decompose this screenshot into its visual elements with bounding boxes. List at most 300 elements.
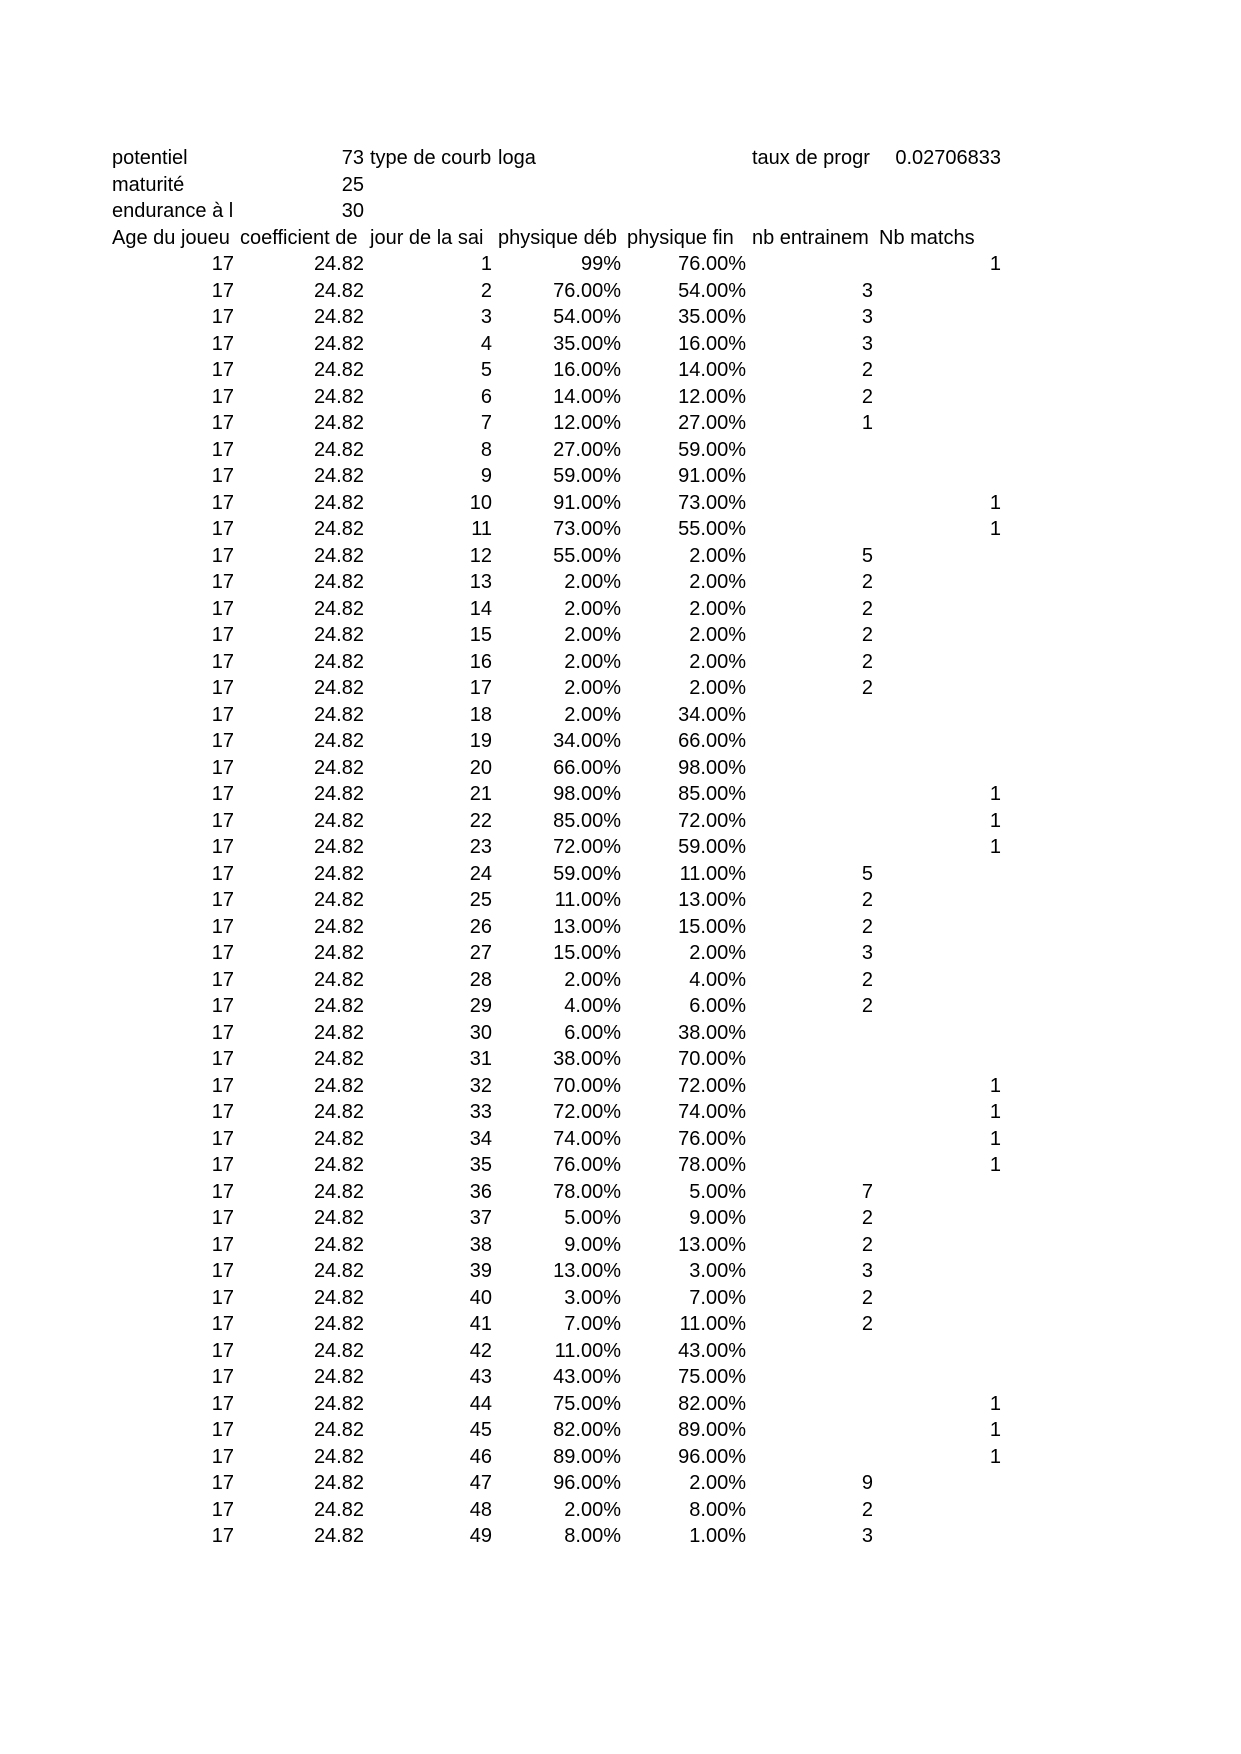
cell-physique-fin: 59.00% xyxy=(678,836,746,858)
cell-physique-fin: 98.00% xyxy=(678,756,746,779)
cell-age: 17 xyxy=(211,544,234,567)
table-row xyxy=(110,410,1005,437)
cell-physique-fin: 73.00% xyxy=(678,491,746,514)
cell-physique-debut: 85.00% xyxy=(553,809,621,832)
cell-coefficient: 24.82 xyxy=(313,412,364,434)
cell-coefficient: 24.82 xyxy=(313,1260,364,1282)
cell-nb-entrainements xyxy=(750,1152,877,1179)
table-row xyxy=(110,1470,1005,1497)
cell-physique-debut: 89.00% xyxy=(553,1445,621,1468)
cell-nb-entrainements: 2 xyxy=(861,359,873,381)
cell-physique-fin: 78.00% xyxy=(678,1154,746,1176)
cell-age: 17 xyxy=(211,889,234,911)
empty-cell xyxy=(625,145,750,172)
cell-age: 17 xyxy=(211,1339,234,1362)
cell-nb-matchs xyxy=(877,702,1005,729)
param-value-endurance: 30 xyxy=(341,200,364,222)
cell-nb-matchs xyxy=(877,304,1005,331)
cell-age: 17 xyxy=(211,1074,234,1097)
cell-jour: 1 xyxy=(480,253,492,275)
param-row-endurance xyxy=(110,198,1005,225)
cell-age: 17 xyxy=(211,1525,234,1547)
cell-nb-matchs xyxy=(877,278,1005,305)
cell-jour: 40 xyxy=(469,1286,492,1309)
cell-nb-entrainements xyxy=(750,755,877,782)
cell-nb-entrainements: 7 xyxy=(861,1180,873,1203)
cell-physique-fin: 13.00% xyxy=(678,1233,746,1256)
cell-nb-entrainements: 2 xyxy=(861,385,873,408)
cell-coefficient: 24.82 xyxy=(313,1366,364,1388)
cell-nb-matchs xyxy=(877,914,1005,941)
cell-nb-matchs xyxy=(877,728,1005,755)
cell-jour: 46 xyxy=(469,1445,492,1468)
cell-nb-matchs: 1 xyxy=(989,1127,1001,1150)
cell-age: 17 xyxy=(211,1313,234,1335)
table-row xyxy=(110,516,1005,543)
cell-age: 17 xyxy=(211,1233,234,1256)
cell-physique-fin: 5.00% xyxy=(689,1180,746,1203)
cell-nb-entrainements: 2 xyxy=(861,915,873,938)
cell-coefficient: 24.82 xyxy=(313,359,364,381)
cell-age: 17 xyxy=(211,783,234,805)
cell-age: 17 xyxy=(211,597,234,620)
cell-jour: 15 xyxy=(469,624,492,646)
cell-jour: 32 xyxy=(469,1074,492,1097)
cell-physique-debut: 12.00% xyxy=(553,412,621,434)
cell-jour: 47 xyxy=(469,1472,492,1494)
cell-physique-fin: 11.00% xyxy=(679,1313,746,1335)
table-row xyxy=(110,1258,1005,1285)
cell-physique-fin: 38.00% xyxy=(678,1021,746,1044)
param-label-type-de-courbe: type de courb xyxy=(370,147,492,169)
cell-physique-fin: 89.00% xyxy=(678,1419,746,1441)
cell-physique-debut: 55.00% xyxy=(553,544,621,567)
table-row xyxy=(110,967,1005,994)
cell-coefficient: 24.82 xyxy=(313,942,364,964)
cell-physique-debut: 9.00% xyxy=(564,1233,621,1256)
table-row xyxy=(110,940,1005,967)
cell-jour: 22 xyxy=(469,809,492,832)
cell-physique-debut: 2.00% xyxy=(564,597,621,620)
cell-age: 17 xyxy=(211,1048,234,1070)
table-row xyxy=(110,1523,1005,1550)
cell-jour: 9 xyxy=(480,465,492,487)
table-row xyxy=(110,887,1005,914)
cell-physique-debut: 2.00% xyxy=(564,571,621,593)
cell-coefficient: 24.82 xyxy=(313,1127,364,1150)
cell-nb-matchs xyxy=(877,1470,1005,1497)
cell-nb-matchs xyxy=(877,1258,1005,1285)
cell-nb-matchs: 1 xyxy=(989,1419,1001,1441)
table-row xyxy=(110,808,1005,835)
cell-jour: 38 xyxy=(469,1233,492,1256)
cell-coefficient: 24.82 xyxy=(313,1419,364,1441)
table-row xyxy=(110,834,1005,861)
table-row xyxy=(110,1338,1005,1365)
cell-age: 17 xyxy=(211,756,234,779)
cell-nb-entrainements xyxy=(750,463,877,490)
cell-nb-entrainements: 3 xyxy=(861,279,873,302)
param-label-potentiel: potentiel xyxy=(112,147,188,169)
cell-nb-matchs xyxy=(877,463,1005,490)
cell-coefficient: 24.82 xyxy=(313,783,364,805)
cell-jour: 10 xyxy=(469,491,492,514)
table-row xyxy=(110,1073,1005,1100)
cell-physique-debut: 3.00% xyxy=(564,1286,621,1309)
cell-physique-debut: 11.00% xyxy=(554,1339,621,1362)
cell-jour: 39 xyxy=(469,1260,492,1282)
cell-nb-entrainements xyxy=(750,1046,877,1073)
cell-coefficient: 24.82 xyxy=(313,1021,364,1044)
table-row xyxy=(110,1126,1005,1153)
cell-jour: 44 xyxy=(469,1392,492,1415)
cell-nb-matchs: 1 xyxy=(989,783,1001,805)
cell-jour: 27 xyxy=(469,942,492,964)
table-row xyxy=(110,331,1005,358)
table-row xyxy=(110,1020,1005,1047)
cell-physique-debut: 91.00% xyxy=(553,491,621,514)
cell-jour: 26 xyxy=(469,915,492,938)
cell-physique-fin: 2.00% xyxy=(689,677,746,699)
cell-coefficient: 24.82 xyxy=(313,544,364,567)
cell-jour: 13 xyxy=(469,571,492,593)
cell-coefficient: 24.82 xyxy=(313,306,364,328)
cell-age: 17 xyxy=(211,1101,234,1123)
cell-physique-debut: 13.00% xyxy=(553,1260,621,1282)
cell-physique-debut: 76.00% xyxy=(553,279,621,302)
cell-nb-entrainements xyxy=(750,1338,877,1365)
cell-age: 17 xyxy=(211,518,234,540)
cell-jour: 37 xyxy=(469,1207,492,1229)
cell-coefficient: 24.82 xyxy=(313,1525,364,1547)
cell-physique-fin: 76.00% xyxy=(678,253,746,275)
cell-nb-entrainements xyxy=(750,1444,877,1471)
cell-jour: 41 xyxy=(469,1313,492,1335)
table-row xyxy=(110,1046,1005,1073)
cell-nb-entrainements: 2 xyxy=(861,571,873,593)
cell-physique-fin: 3.00% xyxy=(689,1260,746,1282)
cell-nb-matchs: 1 xyxy=(989,809,1001,832)
param-row-potentiel xyxy=(110,145,1005,172)
cell-nb-matchs xyxy=(877,622,1005,649)
cell-physique-fin: 9.00% xyxy=(689,1207,746,1229)
cell-physique-fin: 76.00% xyxy=(678,1127,746,1150)
cell-physique-fin: 74.00% xyxy=(678,1101,746,1123)
table-row xyxy=(110,543,1005,570)
cell-nb-matchs xyxy=(877,596,1005,623)
cell-nb-entrainements xyxy=(750,437,877,464)
cell-physique-fin: 34.00% xyxy=(678,703,746,726)
cell-physique-debut: 16.00% xyxy=(553,359,621,381)
cell-nb-entrainements: 3 xyxy=(861,306,873,328)
cell-nb-entrainements xyxy=(750,808,877,835)
cell-jour: 16 xyxy=(469,650,492,673)
cell-coefficient: 24.82 xyxy=(313,968,364,991)
cell-nb-matchs xyxy=(877,940,1005,967)
cell-physique-fin: 15.00% xyxy=(678,915,746,938)
cell-coefficient: 24.82 xyxy=(313,385,364,408)
cell-age: 17 xyxy=(211,306,234,328)
cell-coefficient: 24.82 xyxy=(313,1445,364,1468)
cell-physique-debut: 14.00% xyxy=(553,385,621,408)
column-header-coefficient: coefficient de xyxy=(240,226,358,249)
cell-age: 17 xyxy=(211,1366,234,1388)
cell-jour: 17 xyxy=(469,677,492,699)
cell-nb-matchs xyxy=(877,331,1005,358)
cell-physique-debut: 54.00% xyxy=(553,306,621,328)
cell-age: 17 xyxy=(211,1180,234,1203)
cell-physique-debut: 2.00% xyxy=(564,650,621,673)
cell-physique-debut: 34.00% xyxy=(553,730,621,752)
table-row xyxy=(110,1232,1005,1259)
cell-physique-fin: 8.00% xyxy=(689,1498,746,1521)
cell-physique-debut: 72.00% xyxy=(553,1101,621,1123)
cell-physique-debut: 2.00% xyxy=(564,677,621,699)
table-row xyxy=(110,596,1005,623)
table-body xyxy=(110,251,1005,1550)
cell-jour: 12 xyxy=(469,544,492,567)
table-row xyxy=(110,1152,1005,1179)
cell-coefficient: 24.82 xyxy=(313,571,364,593)
cell-physique-debut: 59.00% xyxy=(553,862,621,885)
cell-nb-entrainements xyxy=(750,1020,877,1047)
cell-physique-fin: 2.00% xyxy=(689,544,746,567)
cell-nb-matchs xyxy=(877,1205,1005,1232)
cell-jour: 36 xyxy=(469,1180,492,1203)
cell-nb-entrainements: 3 xyxy=(861,1260,873,1282)
cell-physique-debut: 76.00% xyxy=(553,1154,621,1176)
table-row xyxy=(110,1444,1005,1471)
cell-coefficient: 24.82 xyxy=(313,889,364,911)
table-row xyxy=(110,993,1005,1020)
cell-physique-fin: 54.00% xyxy=(678,279,746,302)
cell-coefficient: 24.82 xyxy=(313,1180,364,1203)
cell-nb-matchs xyxy=(877,1179,1005,1206)
table-row xyxy=(110,1497,1005,1524)
cell-physique-fin: 72.00% xyxy=(678,1074,746,1097)
cell-coefficient: 24.82 xyxy=(313,465,364,487)
cell-physique-debut: 72.00% xyxy=(553,836,621,858)
cell-physique-debut: 2.00% xyxy=(564,703,621,726)
param-label-maturite: maturité xyxy=(112,173,185,196)
cell-nb-entrainements: 2 xyxy=(861,968,873,991)
cell-age: 17 xyxy=(211,1127,234,1150)
cell-age: 17 xyxy=(211,465,234,487)
cell-physique-debut: 38.00% xyxy=(553,1048,621,1070)
cell-physique-debut: 2.00% xyxy=(564,624,621,646)
cell-physique-debut: 96.00% xyxy=(553,1472,621,1494)
cell-age: 17 xyxy=(211,491,234,514)
cell-jour: 49 xyxy=(469,1525,492,1547)
cell-nb-entrainements xyxy=(750,1391,877,1418)
cell-jour: 3 xyxy=(480,306,492,328)
cell-nb-matchs xyxy=(877,1523,1005,1550)
sheet-content xyxy=(110,145,1005,1550)
cell-physique-debut: 15.00% xyxy=(553,942,621,964)
column-header-jour: jour de la sai xyxy=(370,226,484,249)
cell-nb-matchs xyxy=(877,1338,1005,1365)
cell-nb-entrainements xyxy=(750,1364,877,1391)
table-row xyxy=(110,1205,1005,1232)
cell-nb-matchs xyxy=(877,1364,1005,1391)
cell-nb-matchs xyxy=(877,543,1005,570)
cell-coefficient: 24.82 xyxy=(313,1392,364,1415)
table-row xyxy=(110,437,1005,464)
cell-physique-fin: 59.00% xyxy=(678,438,746,461)
cell-age: 17 xyxy=(211,650,234,673)
cell-physique-fin: 1.00% xyxy=(689,1525,746,1547)
cell-physique-debut: 5.00% xyxy=(564,1207,621,1229)
cell-jour: 23 xyxy=(469,836,492,858)
cell-age: 17 xyxy=(211,253,234,275)
table-row xyxy=(110,463,1005,490)
cell-nb-entrainements xyxy=(750,1073,877,1100)
cell-physique-debut: 13.00% xyxy=(553,915,621,938)
cell-physique-fin: 14.00% xyxy=(678,359,746,381)
cell-nb-matchs xyxy=(877,1020,1005,1047)
table-row xyxy=(110,1417,1005,1444)
cell-physique-debut: 43.00% xyxy=(553,1366,621,1388)
cell-coefficient: 24.82 xyxy=(313,756,364,779)
cell-physique-fin: 7.00% xyxy=(689,1286,746,1309)
cell-nb-matchs xyxy=(877,887,1005,914)
table-row xyxy=(110,861,1005,888)
cell-nb-matchs xyxy=(877,675,1005,702)
cell-jour: 21 xyxy=(469,783,492,805)
param-value-maturite: 25 xyxy=(341,173,364,196)
cell-nb-matchs: 1 xyxy=(989,836,1001,858)
param-value-type-de-courbe: loga xyxy=(498,147,536,169)
cell-physique-debut: 11.00% xyxy=(554,889,621,911)
cell-physique-debut: 7.00% xyxy=(564,1313,621,1335)
cell-coefficient: 24.82 xyxy=(313,279,364,302)
table-row xyxy=(110,914,1005,941)
cell-coefficient: 24.82 xyxy=(313,836,364,858)
table-row xyxy=(110,357,1005,384)
cell-nb-matchs: 1 xyxy=(989,491,1001,514)
cell-age: 17 xyxy=(211,279,234,302)
cell-nb-entrainements: 2 xyxy=(861,1313,873,1335)
cell-age: 17 xyxy=(211,809,234,832)
cell-jour: 30 xyxy=(469,1021,492,1044)
cell-coefficient: 24.82 xyxy=(313,1472,364,1494)
cell-physique-debut: 27.00% xyxy=(553,438,621,461)
cell-nb-entrainements xyxy=(750,516,877,543)
cell-coefficient: 24.82 xyxy=(313,1313,364,1335)
cell-nb-entrainements: 2 xyxy=(861,1498,873,1521)
cell-coefficient: 24.82 xyxy=(313,1154,364,1176)
cell-physique-fin: 12.00% xyxy=(678,385,746,408)
cell-nb-entrainements: 2 xyxy=(861,650,873,673)
cell-physique-fin: 6.00% xyxy=(689,995,746,1017)
cell-nb-entrainements xyxy=(750,1417,877,1444)
cell-coefficient: 24.82 xyxy=(313,438,364,461)
cell-physique-fin: 66.00% xyxy=(678,730,746,752)
cell-nb-matchs xyxy=(877,1497,1005,1524)
cell-nb-entrainements xyxy=(750,834,877,861)
cell-nb-entrainements: 2 xyxy=(861,889,873,911)
table-row xyxy=(110,384,1005,411)
table-row xyxy=(110,1311,1005,1338)
cell-nb-entrainements xyxy=(750,1099,877,1126)
cell-age: 17 xyxy=(211,1392,234,1415)
cell-physique-debut: 98.00% xyxy=(553,783,621,805)
cell-nb-matchs xyxy=(877,861,1005,888)
column-header-nb-matchs: Nb matchs xyxy=(879,226,975,249)
cell-nb-matchs: 1 xyxy=(989,1445,1001,1468)
cell-age: 17 xyxy=(211,1419,234,1441)
cell-age: 17 xyxy=(211,968,234,991)
table-row xyxy=(110,649,1005,676)
cell-nb-entrainements: 2 xyxy=(861,597,873,620)
table-row xyxy=(110,490,1005,517)
cell-physique-fin: 55.00% xyxy=(678,518,746,540)
cell-nb-matchs: 1 xyxy=(989,1154,1001,1176)
table-row xyxy=(110,278,1005,305)
cell-nb-matchs xyxy=(877,384,1005,411)
cell-nb-entrainements xyxy=(750,490,877,517)
cell-coefficient: 24.82 xyxy=(313,703,364,726)
cell-nb-entrainements xyxy=(750,728,877,755)
cell-physique-debut: 2.00% xyxy=(564,968,621,991)
cell-age: 17 xyxy=(211,836,234,858)
cell-nb-entrainements: 5 xyxy=(861,544,873,567)
cell-nb-matchs: 1 xyxy=(989,518,1001,540)
table-row xyxy=(110,755,1005,782)
cell-physique-debut: 59.00% xyxy=(553,465,621,487)
cell-jour: 8 xyxy=(480,438,492,461)
cell-coefficient: 24.82 xyxy=(313,253,364,275)
cell-jour: 28 xyxy=(469,968,492,991)
cell-nb-entrainements: 2 xyxy=(861,624,873,646)
cell-age: 17 xyxy=(211,1498,234,1521)
cell-physique-fin: 43.00% xyxy=(678,1339,746,1362)
cell-age: 17 xyxy=(211,1207,234,1229)
cell-physique-debut: 66.00% xyxy=(553,756,621,779)
cell-jour: 11 xyxy=(471,518,492,540)
table-row xyxy=(110,622,1005,649)
cell-coefficient: 24.82 xyxy=(313,650,364,673)
cell-age: 17 xyxy=(211,359,234,381)
table-row xyxy=(110,251,1005,278)
cell-jour: 19 xyxy=(469,730,492,752)
cell-physique-fin: 96.00% xyxy=(678,1445,746,1468)
cell-nb-entrainements xyxy=(750,702,877,729)
cell-age: 17 xyxy=(211,915,234,938)
cell-nb-matchs: 1 xyxy=(989,1074,1001,1097)
cell-coefficient: 24.82 xyxy=(313,1048,364,1070)
cell-coefficient: 24.82 xyxy=(313,809,364,832)
cell-physique-fin: 16.00% xyxy=(678,332,746,355)
cell-coefficient: 24.82 xyxy=(313,1498,364,1521)
table-row xyxy=(110,781,1005,808)
table-row xyxy=(110,1364,1005,1391)
cell-coefficient: 24.82 xyxy=(313,915,364,938)
cell-jour: 5 xyxy=(480,359,492,381)
cell-physique-fin: 35.00% xyxy=(678,306,746,328)
cell-jour: 7 xyxy=(480,412,492,434)
cell-coefficient: 24.82 xyxy=(313,677,364,699)
cell-nb-entrainements: 9 xyxy=(861,1472,873,1494)
cell-nb-matchs xyxy=(877,1232,1005,1259)
cell-physique-debut: 74.00% xyxy=(553,1127,621,1150)
cell-nb-matchs xyxy=(877,410,1005,437)
cell-jour: 24 xyxy=(469,862,492,885)
cell-jour: 43 xyxy=(469,1366,492,1388)
cell-coefficient: 24.82 xyxy=(313,1101,364,1123)
cell-physique-debut: 4.00% xyxy=(564,995,621,1017)
cell-physique-fin: 85.00% xyxy=(678,783,746,805)
